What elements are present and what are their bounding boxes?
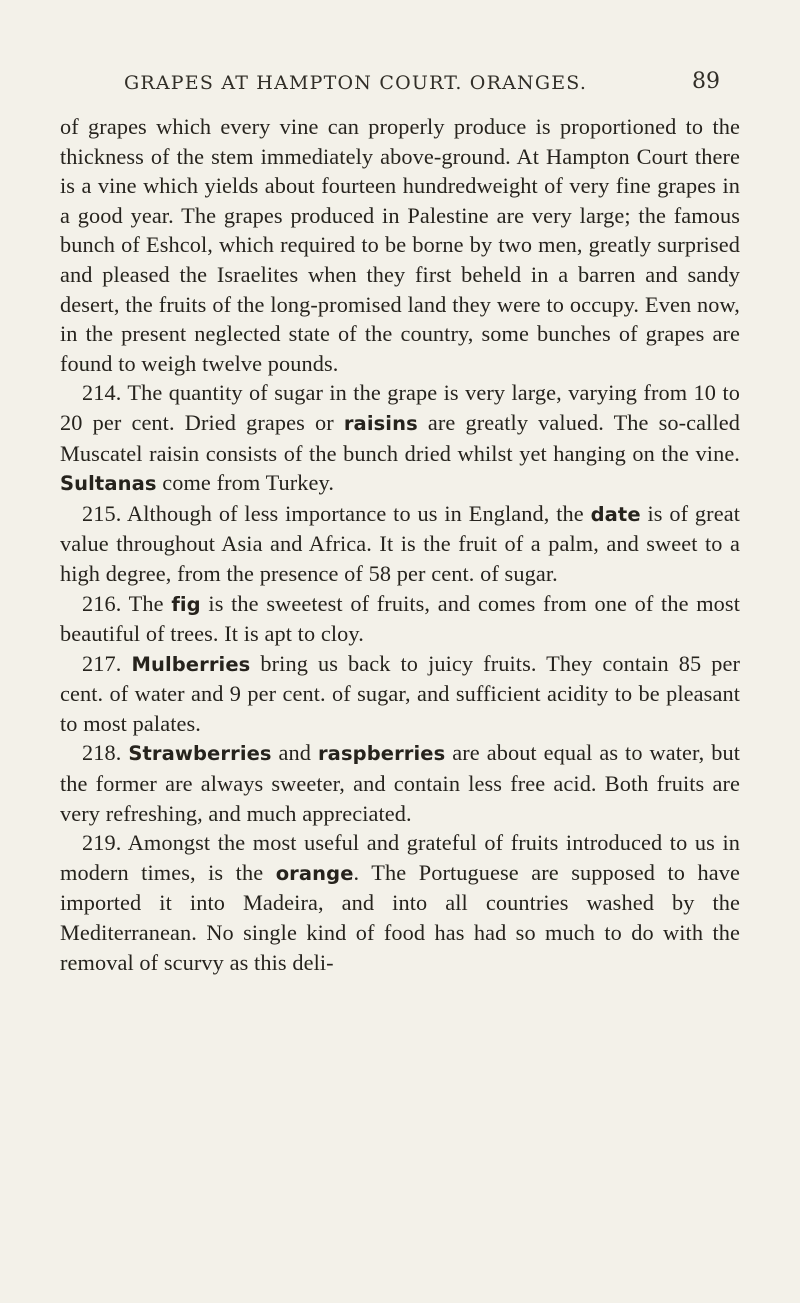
running-head: GRAPES AT HAMPTON COURT. ORANGES. [124,72,588,94]
term-date: date [590,502,641,526]
paragraph-grapes-continued [60,112,740,378]
body-text [60,112,740,977]
paragraph-text: bring us back to juicy fruits. They contain 85 per cent. of water and 9 per cent. of sugar, and sufficient acidity to be pleasant to most palates. [60,650,741,736]
paragraph-text: 216. The [82,590,172,616]
paragraph-text: are greatly valued. The so-called Muscatel raisin consists of the bunch dried whilst yet hanging on the vine. [60,409,741,466]
term-mulberries: Mulberries [131,652,251,676]
paragraph-text: 214. The quantity of sugar in the grape is very large, varying from 10 to 20 per cent. Dried grapes or [60,380,740,435]
paragraph-text: 218. [82,740,129,766]
paragraph-text: is of great value throughout Asia and Africa. It is the fruit of a palm, and sweet to a high degree, from the presence of 58 per cent. of sugar. [60,500,740,586]
paragraph-text: 219. Amongst the most useful and grateful of fruits introduced to us in modern times, is the [60,830,740,885]
paragraph-text: . The Portuguese are supposed to have imported it into Madeira, and into all countries washed by the Mediterranean. No single kind of food has had so much to do with the removal of scurvy as this deli- [60,859,741,975]
term-strawberries: Strawberries [128,742,272,766]
paragraph-215 [60,499,740,589]
paragraph-text: are about equal as to water, but the former are always sweeter, and contain less free acid. Both fruits are very refreshing, and much appreciated. [60,740,741,826]
term-fig: fig [171,592,201,616]
paragraph-219 [60,828,740,977]
page-header [60,69,740,104]
paragraph-218 [60,738,740,828]
paragraph-214 [60,378,740,498]
paragraph-217 [60,649,740,739]
paragraph-216 [60,589,740,649]
paragraph-text: come from Turkey. [156,470,335,496]
paragraph-text: and [271,740,318,766]
term-raisins: raisins [343,411,418,435]
page-number: 89 [692,69,720,94]
paragraph-text: of grapes which every vine can properly produce is proportioned to the thickness of the stem immediately above-ground. At Hampton Court there is a vine which yields about fourteen hundredweight of very fine grapes in a good year. The grapes produced in Palestine are very large; the famous bunch of Eshcol, which required to be borne by two men, greatly surprised and pleased the Israelites when they first beheld in a barren and sandy desert, the fruits of the long-promised land they were to occupy. Even now, in the present neglected state of the country, some bunches of grapes are found to weigh twelve pounds. [60,114,740,376]
paragraph-text: 215. Although of less importance to us in England, the [82,500,591,526]
term-raspberries: raspberries [317,742,446,766]
term-sultanas: Sultanas [60,472,157,496]
term-orange: orange [275,861,354,885]
paragraph-text: is the sweetest of fruits, and comes from one of the most beautiful of trees. It is apt to cloy. [60,590,740,647]
paragraph-text: 217. [82,650,132,676]
